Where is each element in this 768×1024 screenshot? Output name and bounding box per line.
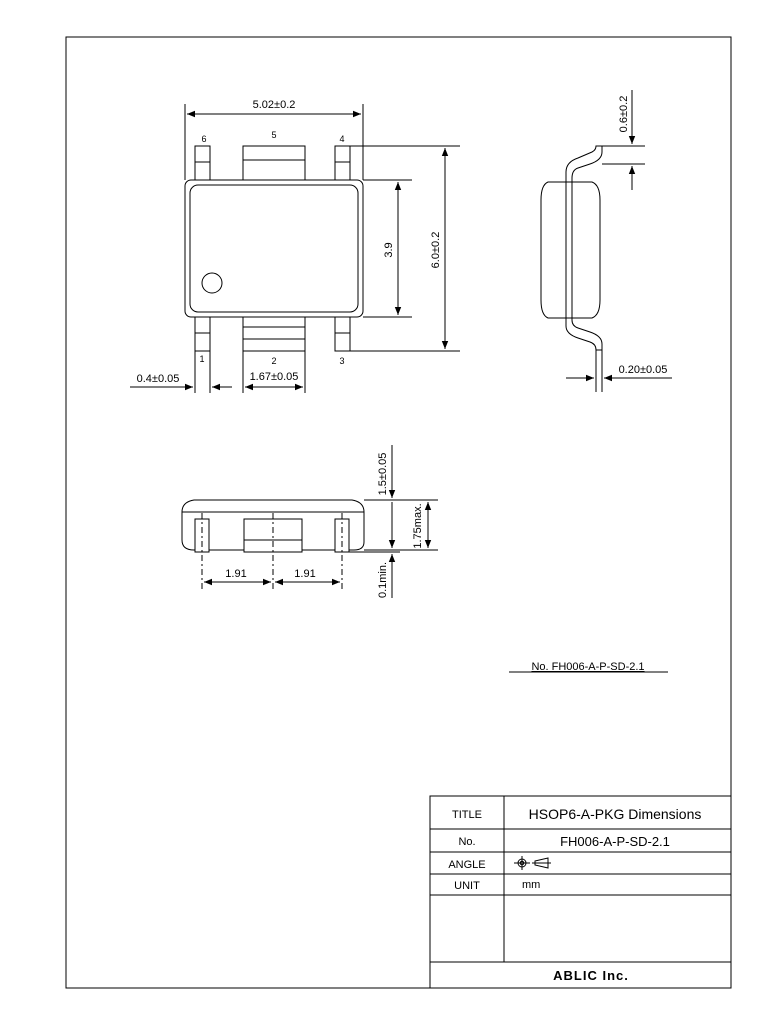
dim-pitch-left: 1.91 <box>225 568 247 580</box>
dim-pitch-right: 1.91 <box>294 568 316 580</box>
dim-body-height: 3.9 <box>383 242 395 258</box>
lead-6 <box>195 146 210 182</box>
unit-value: mm <box>522 879 541 891</box>
dim-center-lead-width: 1.67±0.05 <box>249 371 299 383</box>
pin-label-6: 6 <box>201 134 207 144</box>
company-name: ABLIC Inc. <box>553 968 629 983</box>
dim-lead-height: 0.6±0.2 <box>618 95 630 133</box>
dim-max-height: 1.75max. <box>412 503 424 549</box>
unit-label: UNIT <box>454 880 480 892</box>
pin-label-5: 5 <box>271 130 277 140</box>
drawing-number: No. FH006-A-P-SD-2.1 <box>531 661 645 673</box>
no-label: No. <box>458 836 476 848</box>
pin-label-4: 4 <box>339 134 345 144</box>
pin-label-3: 3 <box>339 356 345 366</box>
lead-2 <box>243 315 305 351</box>
pin-label-1: 1 <box>199 354 205 364</box>
top-view <box>130 104 460 393</box>
lead-4 <box>335 146 350 182</box>
title-value: HSOP6-A-PKG Dimensions <box>528 806 702 822</box>
dim-lead-thickness: 0.20±0.05 <box>618 364 668 376</box>
dim-width: 5.02±0.2 <box>252 99 296 111</box>
title-block <box>430 796 731 988</box>
lead-5 <box>243 146 305 182</box>
dim-body-thickness: 1.5±0.05 <box>377 452 389 496</box>
dim-lead-width: 0.4±0.05 <box>136 373 180 385</box>
dim-standoff: 0.1min. <box>377 561 389 599</box>
side-view <box>541 90 672 392</box>
dim-total-height: 6.0±0.2 <box>430 231 442 269</box>
angle-label: ANGLE <box>448 859 486 871</box>
title-label: TITLE <box>452 809 482 821</box>
pin-label-2: 2 <box>271 356 277 366</box>
no-value: FH006-A-P-SD-2.1 <box>560 834 670 849</box>
side-body <box>541 182 600 318</box>
